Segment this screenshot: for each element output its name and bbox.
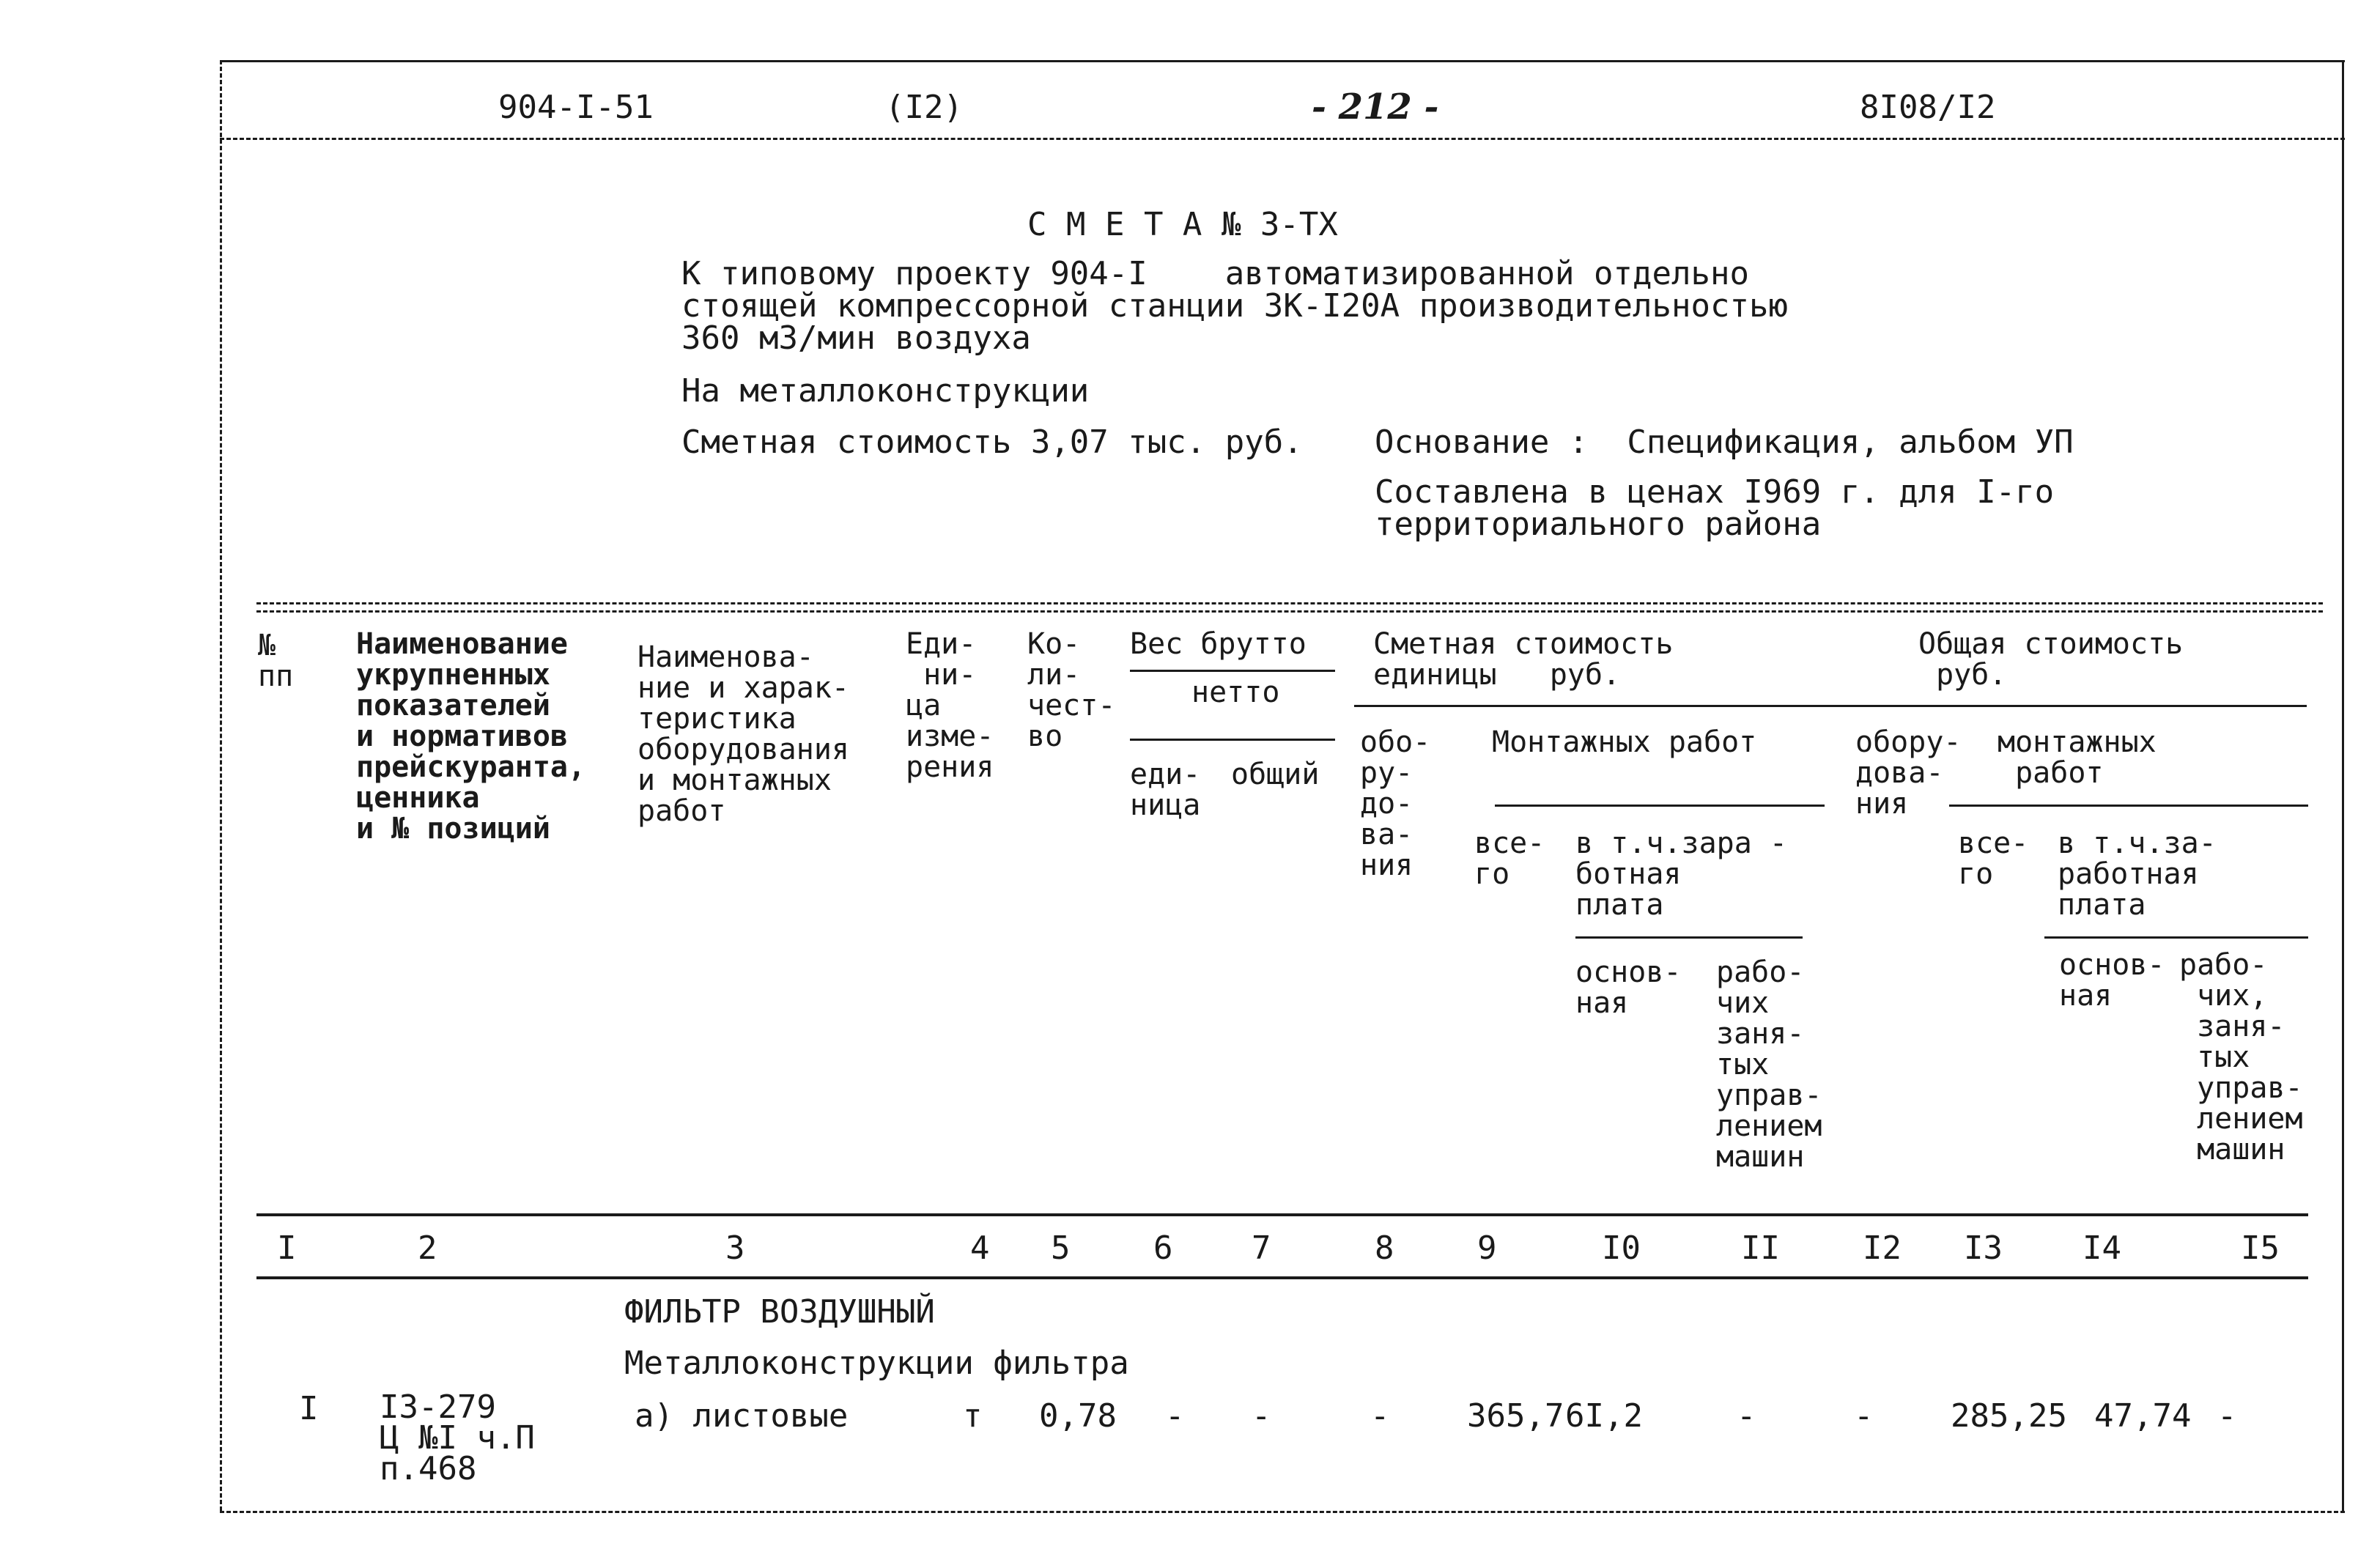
row-description: а) листовые bbox=[635, 1397, 849, 1435]
row-wage-machines: - bbox=[1737, 1397, 1756, 1435]
col-header-wage-main: основ- ная bbox=[1575, 955, 1682, 1020]
col-header-weight-total: общий bbox=[1231, 758, 1320, 791]
col-number: I4 bbox=[2082, 1229, 2121, 1267]
col-header-wage: в т.ч.зара - ботная плата bbox=[1575, 826, 1787, 922]
col-number: 9 bbox=[1477, 1229, 1497, 1267]
sheet-code: 8I08/I2 bbox=[1860, 89, 1996, 126]
table-top-rule bbox=[256, 602, 2323, 613]
col-number: I0 bbox=[1602, 1229, 1641, 1267]
col-header-equipment: обо- ру- до- ва- ния bbox=[1360, 725, 1431, 882]
weight-net-rule-top bbox=[1130, 670, 1335, 672]
col-header-no: № пп bbox=[258, 629, 294, 693]
frame-bottom-border bbox=[220, 1511, 2345, 1513]
mount-rule-2 bbox=[1949, 805, 2308, 807]
header-bottom-rule bbox=[256, 1213, 2308, 1216]
col-number: 8 bbox=[1375, 1229, 1394, 1267]
section-subtitle: Металлоконструкции фильтра bbox=[624, 1345, 1129, 1382]
frame-top-border bbox=[220, 60, 2345, 62]
prices-line-1: Составлена в ценах I969 г. для I-го bbox=[1375, 473, 2055, 511]
frame-right-border bbox=[2342, 60, 2344, 1511]
col-header-total-cost: Общая стоимость руб. bbox=[1918, 627, 2184, 692]
column-numbers-rule bbox=[256, 1276, 2308, 1279]
estimate-basis: Основание : Спецификация, альбом УП bbox=[1375, 424, 2074, 461]
estimate-subject: На металлоконструкции bbox=[681, 372, 1090, 410]
col-number: 4 bbox=[970, 1229, 990, 1267]
page-number: - 212 - bbox=[1312, 86, 1439, 127]
row-equipment-cost: - bbox=[1370, 1397, 1390, 1435]
col-header-total-wage-main: основ- ная bbox=[2059, 948, 2165, 1013]
col-header-total-equipment: обору- дова- ния bbox=[1855, 725, 1962, 821]
col-header-unit: Еди- ни- ца изме- рения bbox=[906, 627, 994, 784]
col-header-norms: Наименование укрупненных показателей и нормативов прейскуранта, ценника и № позиций bbox=[356, 627, 586, 846]
col-header-description: Наименова- ние и харак- теристика оборудования и монтажных работ bbox=[638, 640, 849, 828]
col-header-total-wage: в т.ч.за- работная плата bbox=[2058, 826, 2217, 922]
col-number: II bbox=[1741, 1229, 1780, 1267]
project-line-1: К типовому проекту 904-I автоматизированной отдельно bbox=[681, 255, 1749, 292]
col-number: 3 bbox=[725, 1229, 745, 1267]
row-number: I bbox=[299, 1390, 319, 1427]
col-number: 6 bbox=[1153, 1229, 1173, 1267]
cost-group-rule bbox=[1354, 705, 2307, 707]
row-weight-unit: - bbox=[1165, 1397, 1185, 1435]
project-line-3: 360 м3/мин воздуха bbox=[681, 319, 1031, 357]
col-number: I2 bbox=[1863, 1229, 1902, 1267]
col-number: I bbox=[277, 1229, 297, 1267]
row-quantity: 0,78 bbox=[1039, 1397, 1117, 1435]
estimate-cost: Сметная стоимость 3,07 тыс. руб. bbox=[681, 424, 1303, 461]
row-mount-total: 365,7 bbox=[1467, 1397, 1564, 1435]
row-wage-main: 6I,2 bbox=[1565, 1397, 1643, 1435]
weight-net-rule-bottom bbox=[1130, 739, 1335, 741]
col-header-total-mount: монтажных работ bbox=[1998, 725, 2157, 790]
prices-line-2: территориального района bbox=[1375, 506, 1822, 543]
col-number: 5 bbox=[1051, 1229, 1071, 1267]
doc-code: 904-I-51 bbox=[498, 89, 654, 126]
col-header-mount-works: Монтажных работ bbox=[1492, 725, 1757, 759]
col-header-weight-net: нетто bbox=[1191, 676, 1280, 709]
row-total-wage-main: 47,74 bbox=[2094, 1397, 2192, 1435]
row-total-mount: 285,25 bbox=[1951, 1397, 2067, 1435]
mount-rule bbox=[1495, 805, 1825, 807]
issue-number: (I2) bbox=[885, 89, 963, 126]
project-line-2: стоящей компрессорной станции 3К-I20А производительностью bbox=[681, 287, 1788, 325]
col-header-wage-machines: рабо- чих заня- тых управ- лением машин bbox=[1716, 955, 1822, 1174]
col-header-mount-total: все- го bbox=[1474, 826, 1545, 891]
section-title: ФИЛЬТР ВОЗДУШНЫЙ bbox=[624, 1293, 935, 1331]
col-number: I5 bbox=[2241, 1229, 2280, 1267]
col-number: 2 bbox=[418, 1229, 437, 1267]
header-separator bbox=[220, 138, 2345, 140]
row-total-wage-machines: - bbox=[2217, 1397, 2237, 1435]
frame-left-border bbox=[220, 60, 222, 1511]
col-header-weight-gross: Вес брутто bbox=[1130, 627, 1307, 661]
wage-rule bbox=[1575, 936, 1803, 939]
wage-rule-2 bbox=[2044, 936, 2308, 939]
col-header-total-mount-all: все- го bbox=[1958, 826, 2029, 891]
row-unit: т bbox=[963, 1397, 983, 1435]
row-weight-total: - bbox=[1252, 1397, 1271, 1435]
col-header-unit-cost: Сметная стоимость единицы руб. bbox=[1373, 627, 1674, 692]
col-header-weight-unit: еди- ница bbox=[1130, 758, 1201, 822]
col-number: 7 bbox=[1252, 1229, 1271, 1267]
row-norm-reference: I3-279 Ц №I ч.П п.468 bbox=[380, 1388, 535, 1487]
col-number: I3 bbox=[1964, 1229, 2003, 1267]
row-total-equipment: - bbox=[1854, 1397, 1874, 1435]
estimate-heading: С М Е Т А № 3-ТХ bbox=[1027, 206, 1338, 243]
col-header-quantity: Ко- ли- чест- во bbox=[1027, 627, 1116, 753]
col-header-total-wage-machines: рабо- чих, заня- тых управ- лением машин bbox=[2179, 948, 2303, 1166]
